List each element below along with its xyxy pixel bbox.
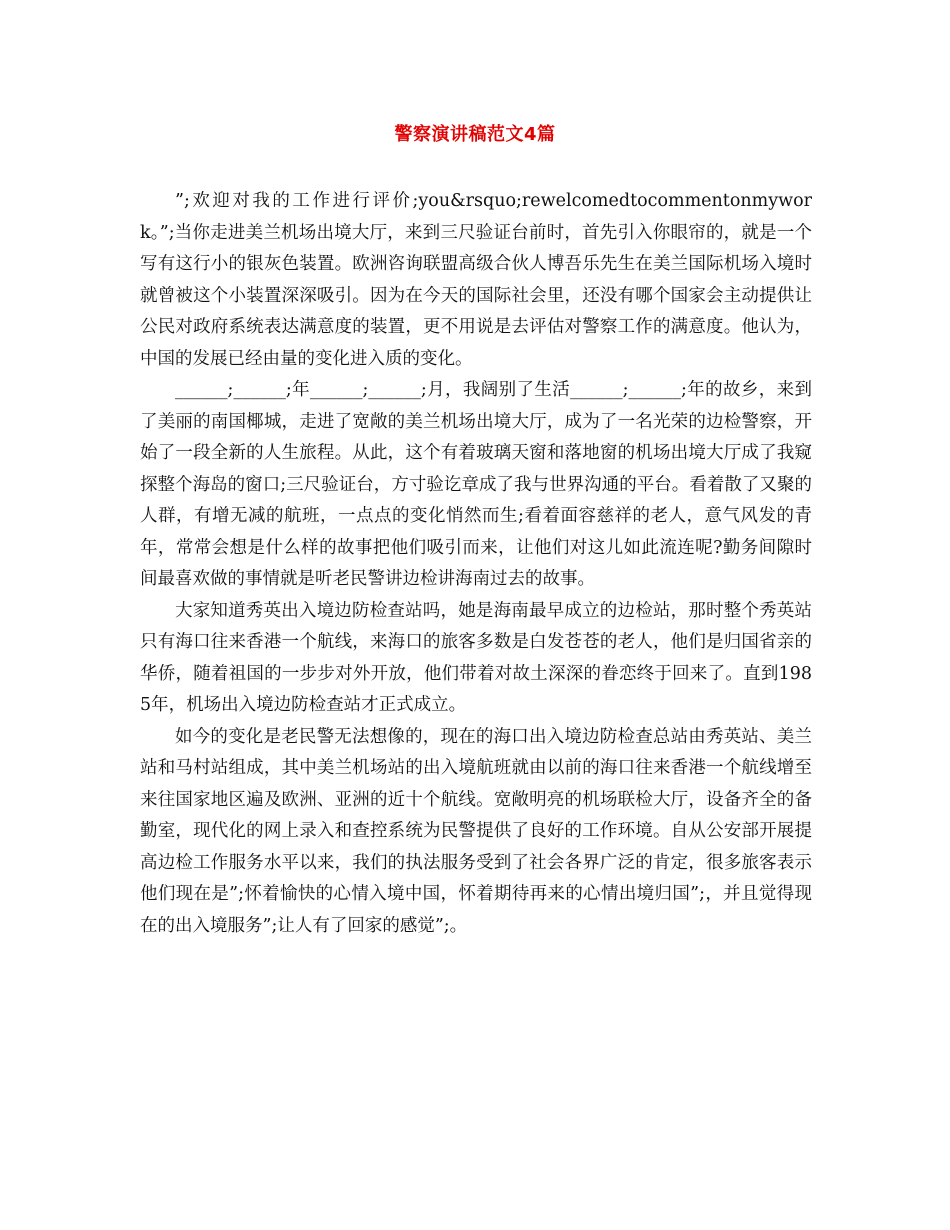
paragraph-2: ______;______;年______;______;月，我阔别了生活______;______;年的故乡，来到了美丽的南国椰城，走进了宽敞的美兰机场出境大厅，成为了一名光荣的边检警察，开始了一段全新的人生旅程。从此，这个有着玻璃天窗和落地窗的机场出境大厅成了我窥探整个海岛的窗口;三尺验证台，方寸验讫章成了我与世界沟通的平台。看着散了又聚的人群，有增无减的航班，一点点的变化悄然而生;看着面容慈祥的老人，意气风发的青年，常常会想是什么样的故事把他们吸引而来，让他们对这儿如此流连呢?勤务间隙时间最喜欢做的事情就是听老民警讲边检讲海南过去的故事。 [140,380,812,589]
paragraph-1: ”;欢迎对我的工作进行评价;you&rsquo;rewelcomedtocommentonmywork。”;当你走进美兰机场出境大厅，来到三尺验证台前时，首先引入你眼帘的，就是一个写有这行小的银灰色装置。欧洲咨询联盟高级合伙人博吾乐先生在美兰国际机场入境时就曾被这个小装置深深吸引。因为在今天的国际社会里，还没有哪个国家会主动提供让公民对政府系统表达满意度的装置，更不用说是去评估对警察工作的满意度。他认为，中国的发展已经由量的变化进入质的变化。 [140,191,812,369]
document-body [140,186,812,942]
paragraph-3: 大家知道秀英出入境边防检查站吗，她是海南最早成立的边检站，那时整个秀英站只有海口往来香港一个航线，来海口的旅客多数是白发苍苍的老人，他们是归国省亲的华侨，随着祖国的一步步对外开放，他们带着对故土深深的眷恋终于回来了。直到1985年，机场出入境边防检查站才正式成立。 [140,600,812,715]
document-title: 警察演讲稿范文4篇 [394,124,556,145]
paragraph-4: 如今的变化是老民警无法想像的，现在的海口出入境边防检查总站由秀英站、美兰站和马村站组成，其中美兰机场站的出入境航班就由以前的海口往来香港一个航线增至来往国家地区遍及欧洲、亚洲的近十个航线。宽敞明亮的机场联检大厅，设备齐全的备勤室，现代化的网上录入和查控系统为民警提供了良好的工作环境。自从公安部开展提高边检工作服务水平以来，我们的执法服务受到了社会各界广泛的肯定，很多旅客表示他们现在是”;怀着愉快的心情入境中国，怀着期待再来的心情出境归国”;，并且觉得现在的出入境服务”;让人有了回家的感觉”;。 [140,726,812,936]
